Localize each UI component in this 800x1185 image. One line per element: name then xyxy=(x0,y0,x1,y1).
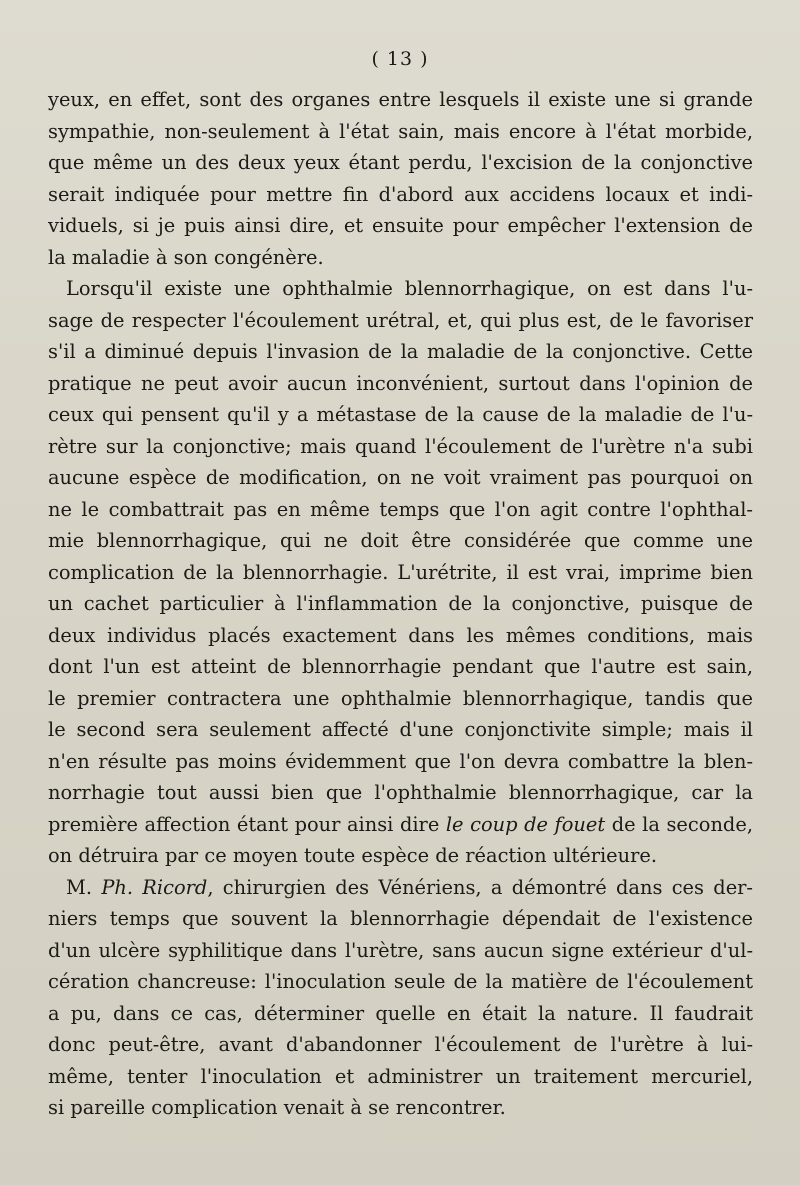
text-line: donc peut-être, avant d'abandonner l'écoulement de l'urètre à lui- xyxy=(48,1033,753,1056)
text-line: si pareille complication venait à se rencontrer. xyxy=(48,1096,506,1119)
text-line: dont l'un est atteint de blennorrhagie pendant que l'autre est sain, xyxy=(48,655,753,678)
text-segment: M. xyxy=(66,875,102,899)
text-segment: première affection étant pour ainsi dire xyxy=(48,812,446,836)
text-line: rètre sur la conjonctive; mais quand l'écoulement de l'urètre n'a subi xyxy=(48,434,753,458)
body-text xyxy=(48,84,753,1124)
text-line: le premier contractera une ophthalmie blennorrhagique, tandis que xyxy=(48,686,753,710)
text-line: viduels, si je puis ainsi dire, et ensuite pour empêcher l'extension de xyxy=(48,214,753,237)
text-line: n'en résulte pas moins évidemment que l'on devra combattre la blen- xyxy=(48,749,753,773)
text-line: serait indiquée pour mettre fin d'abord aux accidens locaux et indi- xyxy=(48,182,753,206)
page-number: ( 13 ) xyxy=(371,48,429,70)
text-line: le second sera seulement affecté d'une conjonctivite simple; mais il xyxy=(48,718,753,741)
text-line: sympathie, non-seulement à l'état sain, mais encore à l'état morbide, xyxy=(48,119,753,143)
text-line: sage de respecter l'écoulement urétral, et, qui plus est, de le favoriser xyxy=(48,308,753,332)
text-line: aucune espèce de modification, on ne voit vraiment pas pourquoi on xyxy=(48,466,753,489)
text-segment: de la seconde, xyxy=(605,812,753,836)
text-line: ceux qui pensent qu'il y a métastase de la cause de la maladie de l'u- xyxy=(48,403,753,426)
text-line: Lorsqu'il existe une ophthalmie blennorrhagique, on est dans l'u- xyxy=(66,277,753,300)
text-line: on détruira par ce moyen toute espèce de réaction ultérieure. xyxy=(48,844,658,867)
text-segment: , chirurgien des Vénériens, a démontré dans ces der- xyxy=(207,875,753,899)
text-line: ne le combattrait pas en même temps que l'on agit contre l'ophthal- xyxy=(48,497,753,521)
text-line-with-italic xyxy=(48,809,753,841)
text-line: cération chancreuse: l'inoculation seule de la matière de l'écoulement xyxy=(48,970,753,993)
paragraph-3 xyxy=(48,872,753,1124)
text-line-with-italic xyxy=(48,872,753,904)
text-line: complication de la blennorrhagie. L'urétrite, il est vrai, imprime bien xyxy=(48,560,753,584)
text-line: niers temps que souvent la blennorrhagie dépendait de l'existence xyxy=(48,907,753,930)
paragraph-2 xyxy=(48,273,753,872)
text-line: yeux, en effet, sont des organes entre lesquels il existe une si grande xyxy=(48,88,753,111)
italic-name: Ph. Ricord xyxy=(101,875,208,899)
text-line: s'il a diminué depuis l'invasion de la maladie de la conjonctive. Cette xyxy=(48,340,753,363)
text-line: deux individus placés exactement dans les mêmes conditions, mais xyxy=(48,623,753,647)
italic-phrase: le coup de fouet xyxy=(445,812,606,836)
text-line: a pu, dans ce cas, déterminer quelle en était la nature. Il faudrait xyxy=(48,1001,753,1025)
text-line: que même un des deux yeux étant perdu, l'excision de la conjonctive xyxy=(48,151,753,174)
text-line: norrhagie tout aussi bien que l'ophthalmie blennorrhagique, car la xyxy=(48,781,753,804)
text-line: pratique ne peut avoir aucun inconvénient, surtout dans l'opinion de xyxy=(48,371,753,395)
paragraph-1 xyxy=(48,84,753,273)
text-line: mie blennorrhagique, qui ne doit être considérée que comme une xyxy=(48,529,753,552)
text-line: même, tenter l'inoculation et administrer un traitement mercuriel, xyxy=(48,1064,753,1088)
text-line: d'un ulcère syphilitique dans l'urètre, sans aucun signe extérieur d'ul- xyxy=(48,938,753,962)
text-line: un cachet particulier à l'inflammation de la conjonctive, puisque de xyxy=(48,592,753,615)
text-line: la maladie à son congénère. xyxy=(48,245,324,269)
